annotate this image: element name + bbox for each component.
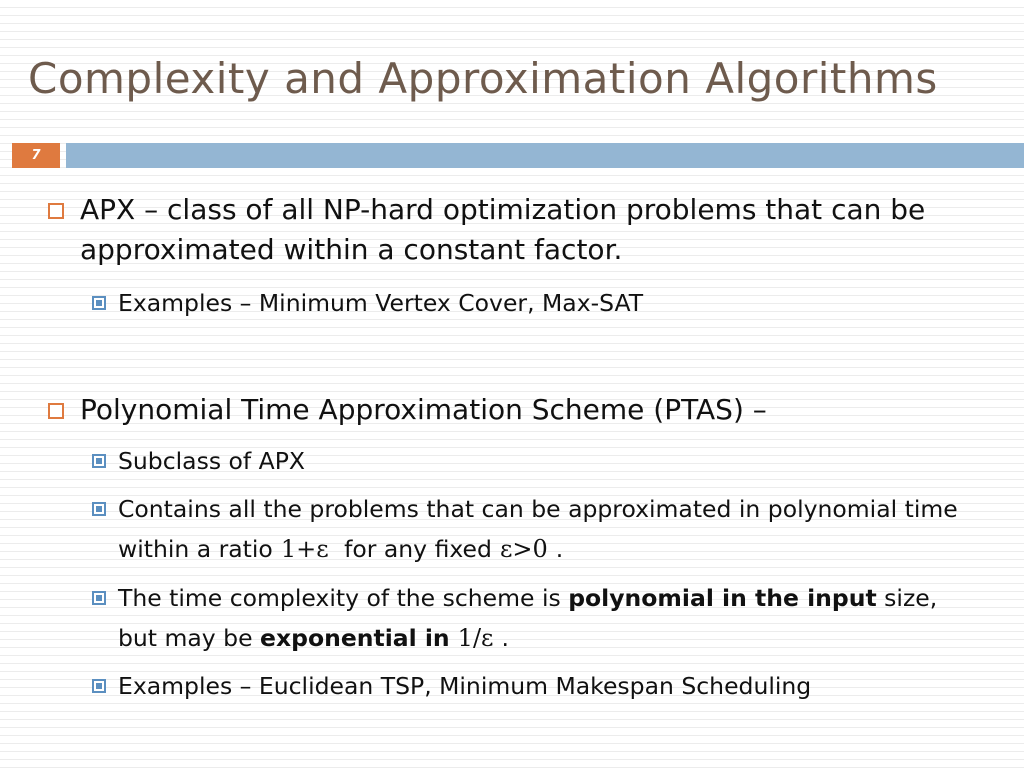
bullet-subclass: [118, 441, 978, 481]
square-bullet-icon: [92, 454, 106, 468]
square-bullet-icon: [92, 591, 106, 605]
bullet-text: Examples – Euclidean TSP, Minimum Makespan Scheduling: [118, 672, 812, 700]
square-bullet-icon: [92, 296, 106, 310]
bullet-text: Polynomial Time Approximation Scheme (PTAS) –: [80, 393, 767, 426]
bullet-apx-examples: [118, 283, 978, 323]
math-ratio: 1+ε: [280, 535, 329, 563]
period: .: [501, 624, 509, 652]
bullet-text: APX – class of all NP-hard optimization problems that can be approximated within a constant factor.: [80, 193, 926, 266]
slide-number: 7: [12, 143, 60, 168]
bullet-text: The time complexity of the scheme is: [118, 584, 561, 612]
bullet-ptas-examples: [118, 666, 978, 706]
checkbox-bullet-icon: [48, 403, 64, 419]
math-epsilon: ε>0: [499, 535, 548, 563]
bullet-text: Examples – Minimum Vertex Cover, Max-SAT: [118, 289, 644, 317]
bullet-text: for any fixed: [344, 535, 492, 563]
square-bullet-icon: [92, 679, 106, 693]
bullet-contains: [118, 489, 978, 569]
checkbox-bullet-icon: [48, 203, 64, 219]
header-bar: [66, 143, 1024, 168]
bullet-time-complexity: [118, 578, 978, 658]
bullet-text: Subclass of APX: [118, 447, 306, 475]
bullet-apx: [80, 190, 980, 270]
math-inverse-epsilon: 1/ε: [457, 624, 494, 652]
bullet-text: Contains all the problems that can be approximated in polynomial time within a ratio: [118, 495, 958, 563]
bullet-ptas: [80, 390, 980, 430]
bullet-text: size, but may be: [118, 584, 938, 652]
slide-title: Complexity and Approximation Algorithms: [28, 54, 938, 103]
bold-text: polynomial in the input: [568, 584, 877, 612]
period: .: [555, 535, 564, 563]
square-bullet-icon: [92, 502, 106, 516]
bold-text: exponential in: [260, 624, 450, 652]
